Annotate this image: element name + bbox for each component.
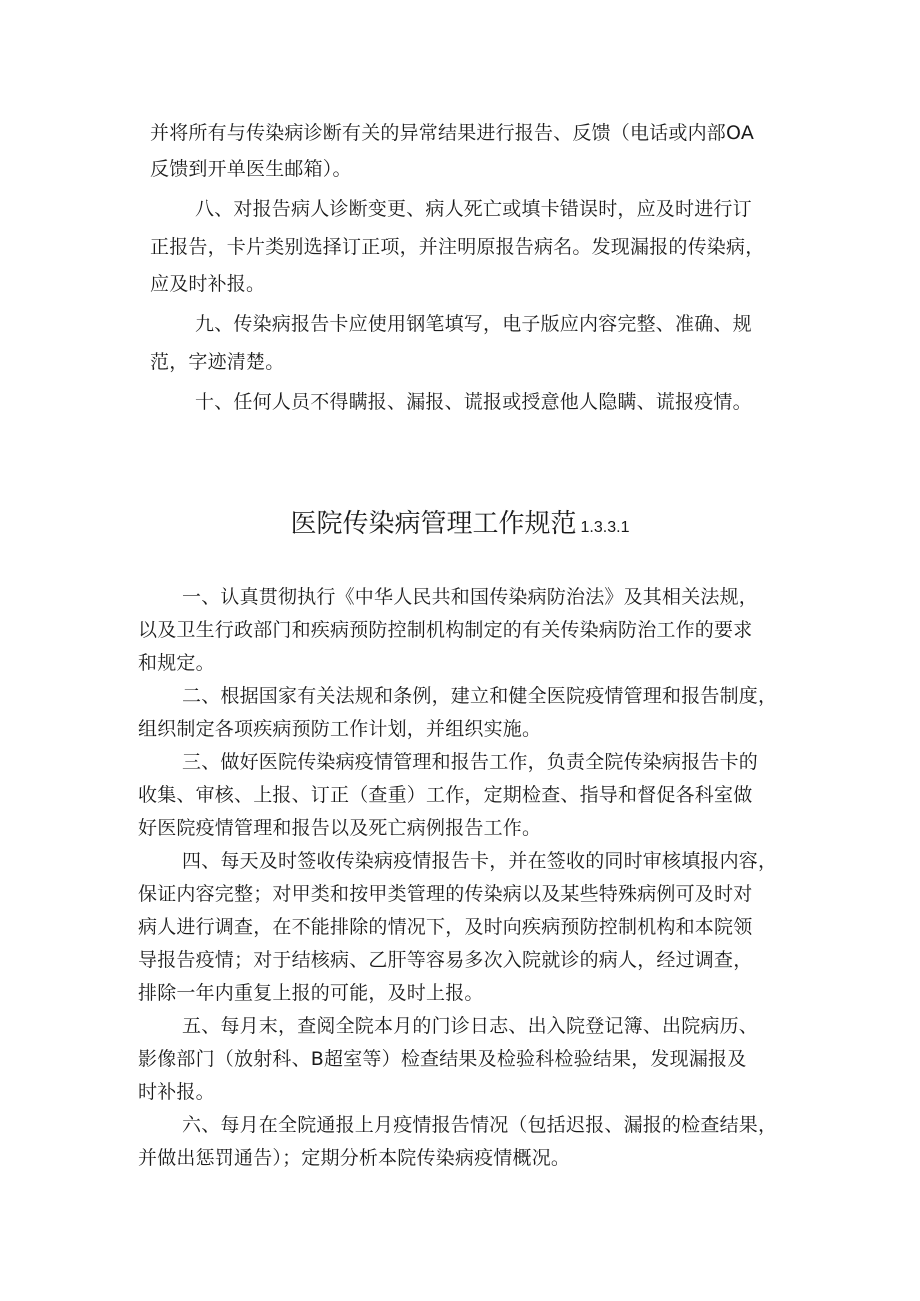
paragraph-line: 应及时补报。 (150, 273, 266, 295)
paragraph-line: 一、认真贯彻执行《中华人民共和国传染病防治法》及其相关法规， (182, 586, 759, 608)
paragraph-line: 并做出惩罚通告）；定期分析本院传染病疫情概况。 (138, 1147, 571, 1169)
paragraph-line: 导报告疫情；对于结核病、乙肝等容易多次入院就诊的病人，经过调查， (138, 949, 753, 971)
paragraph-line: 和规定。 (138, 652, 215, 674)
section-version: 1.3.3.1 (580, 519, 630, 536)
paragraph-line: 反馈到开单医生邮箱）。 (150, 158, 352, 180)
paragraph-line: 保证内容完整；对甲类和按甲类管理的传染病以及某些特殊病例可及时对 (138, 883, 753, 905)
paragraph-line: 以及卫生行政部门和疾病预防控制机构制定的有关传染病防治工作的要求 (138, 619, 753, 641)
paragraph-line: 排除一年内重复上报的可能，及时上报。 (138, 982, 484, 1004)
paragraph-line: 组织制定各项疾病预防工作计划，并组织实施。 (138, 718, 542, 740)
paragraph-line: 范，字迹清楚。 (150, 351, 285, 373)
paragraph-line: 三、做好医院传染病疫情管理和报告工作，负责全院传染病报告卡的 (182, 751, 759, 773)
paragraph-line: 并将所有与传染病诊断有关的异常结果进行报告、反馈（电话或内部OA (150, 122, 755, 144)
section-title-text: 医院传染病管理工作规范 (290, 509, 577, 539)
section-title (0, 506, 920, 546)
paragraph-line: 九、传染病报告卡应使用钢笔填写，电子版应内容完整、准确、规 (195, 313, 752, 335)
paragraph-line: 好医院疫情管理和报告以及死亡病例报告工作。 (138, 817, 542, 839)
paragraph-line: 十、任何人员不得瞒报、漏报、谎报或授意他人隐瞒、谎报疫情。 (195, 391, 752, 413)
paragraph-line: 八、对报告病人诊断变更、病人死亡或填卡错误时，应及时进行订 (195, 198, 752, 220)
paragraph-line: 时补报。 (138, 1081, 215, 1103)
paragraph-line: 六、每月在全院通报上月疫情报告情况（包括迟报、漏报的检查结果， (182, 1114, 778, 1136)
paragraph-line: 五、每月末，查阅全院本月的门诊日志、出入院登记簿、出院病历、 (182, 1015, 759, 1037)
paragraph-line: 影像部门（放射科、B超室等）检查结果及检验科检验结果，发现漏报及 (138, 1048, 747, 1070)
paragraph-line: 四、每天及时签收传染病疫情报告卡，并在签收的同时审核填报内容， (182, 850, 778, 872)
paragraph-line: 正报告，卡片类别选择订正项，并注明原报告病名。发现漏报的传染病， (150, 236, 765, 258)
paragraph-line: 病人进行调查，在不能排除的情况下，及时向疾病预防控制机构和本院领 (138, 916, 753, 938)
paragraph-line: 二、根据国家有关法规和条例，建立和健全医院疫情管理和报告制度， (182, 685, 778, 707)
paragraph-line: 收集、审核、上报、订正（查重）工作，定期检查、指导和督促各科室做 (138, 784, 753, 806)
